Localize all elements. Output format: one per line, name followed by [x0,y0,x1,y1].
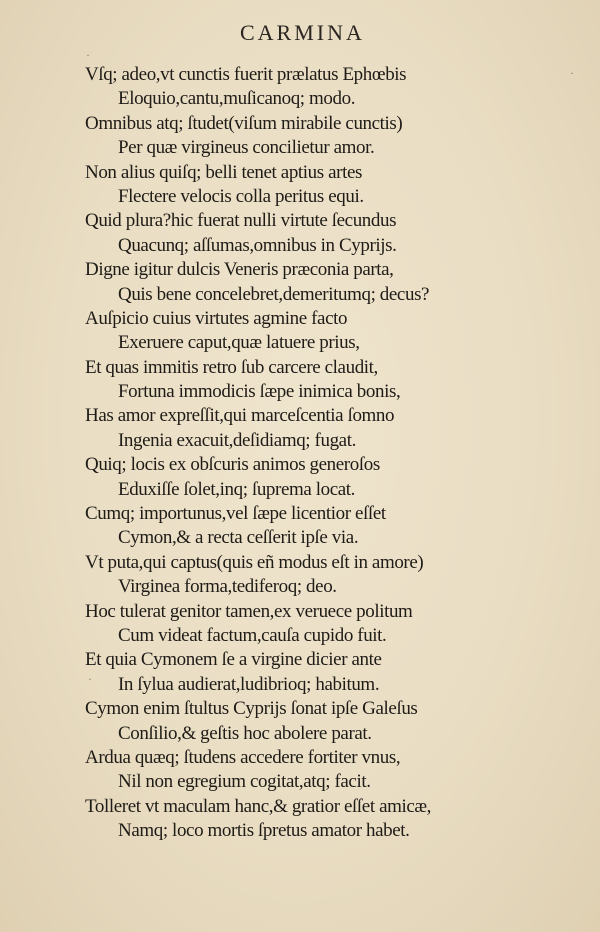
verse-line: Quacunq; aſſumas,omnibus in Cyprijs. [118,234,397,256]
verse-line: Namq; loco mortis ſpretus amator habet. [118,820,410,842]
verse-line: Hoc tulerat genitor tamen,ex veruece politum [85,600,413,622]
verse-line: Vt puta,qui captus(quis eñ modus eſt in amore) [85,551,424,573]
verse-line: Has amor expreſſit,qui marceſcentia ſomno [85,405,395,427]
verse-line: Auſpicio cuius virtutes agmine facto [85,307,348,329]
page-speck: · [570,66,574,80]
verse-line: Quiq; locis ex obſcuris animos generoſos [85,454,380,476]
verse-line: Ardua quæq; ſtudens accedere fortiter vnus, [85,746,401,768]
verse-line: Digne igitur dulcis Veneris præconia parta, [85,259,394,281]
verse-line: Et quia Cymonem ſe a virgine dicier ante [85,649,382,671]
verse-line: Exeruere caput,quæ latuere prius, [118,332,360,354]
verse-line: Quis bene concelebret,demeritumq; decus? [118,283,430,305]
poem-text [85,63,555,844]
verse-line: Vſq; adeo,vt cunctis fuerit prælatus Ephœbis [85,64,407,85]
page-speck: · [88,672,92,686]
verse-line: Quid plura?hic fuerat nulli virtute ſecundus [85,210,397,232]
verse-line: Cum videat factum,cauſa cupido fuit. [118,624,387,646]
verse-line: Cumq; importunus,vel ſæpe licentior eſſet [85,503,386,525]
verse-line: Nil non egregium cogitat,atq; facit. [118,771,371,793]
verse-line: Eduxiſſe ſolet,inq; ſuprema locat. [118,478,356,500]
verse-line: Fortuna immodicis ſæpe inimica bonis, [118,381,401,403]
running-head: CARMINA [240,20,365,45]
verse-line: Non alius quiſq; belli tenet aptius artes [85,161,362,183]
verse-line: In ſylua audierat,ludibrioq; habitum. [118,673,380,695]
verse-line: Flectere velocis colla peritus equi. [118,185,364,207]
verse-line: Per quæ virgineus concilietur amor. [118,137,375,159]
verse-line: Cymon enim ſtultus Cyprijs ſonat ipſe Galeſus [85,698,418,720]
verse-line: Tolleret vt maculam hanc,& gratior eſſet amicæ, [85,795,432,817]
verse-line: Ingenia exacuit,deſidiamq; fugat. [118,429,356,451]
verse-line: Omnibus atq; ſtudet(viſum mirabile cunctis) [85,112,403,134]
verse-line: Cymon,& a recta ceſſerit ipſe via. [118,527,359,549]
verse-line: Eloquio,cantu,muſicanoq; modo. [118,88,356,110]
verse-line: Conſilio,& geſtis hoc abolere parat. [118,722,372,744]
verse-line: Et quas immitis retro ſub carcere claudit, [85,356,378,378]
verse-line: Virginea forma,tediferoq; deo. [118,576,337,598]
page-speck: · [86,48,90,62]
